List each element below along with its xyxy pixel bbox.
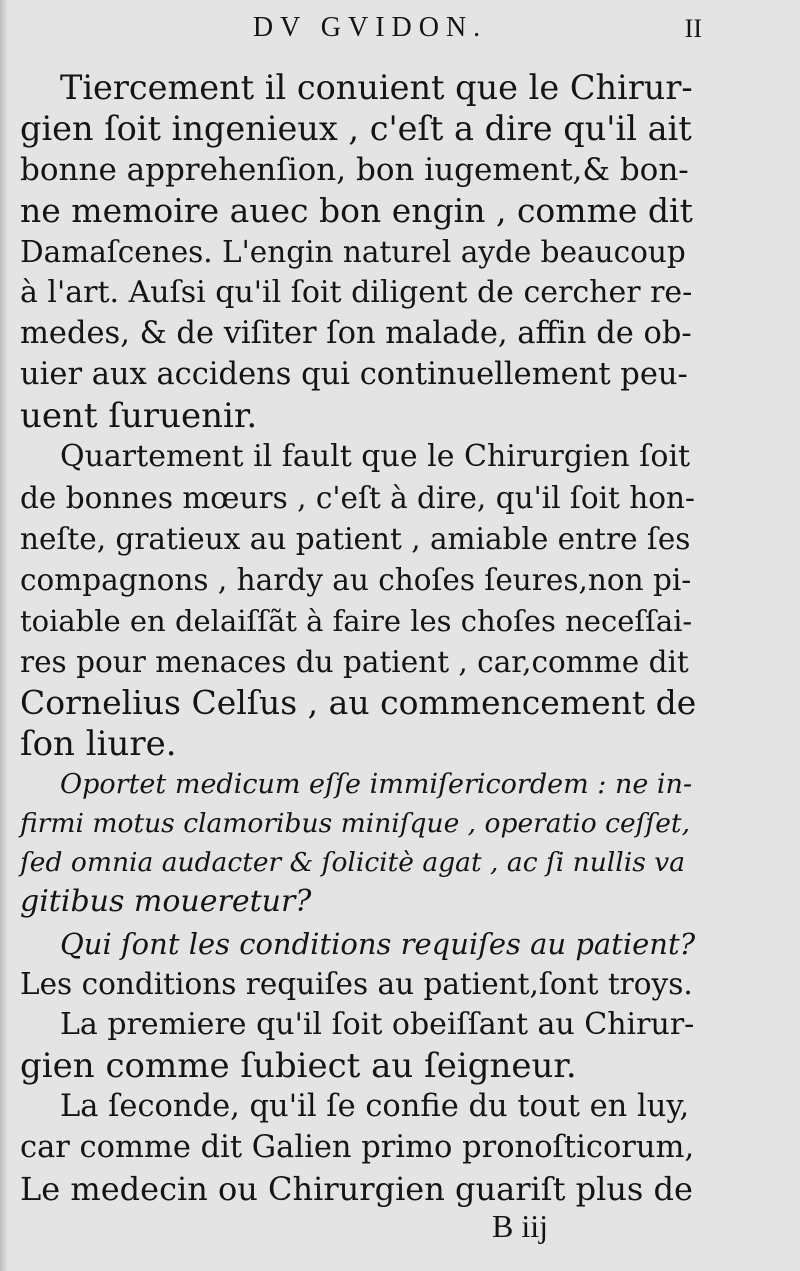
text-line: compagnons , hardy au choſes ſeures,non pi- [20,563,692,597]
text-line: neſte, gratieux au patient , amiable entre ſes [20,522,691,556]
text-line: Cornelius Celſus , au commencement de [20,683,697,722]
text-line: Les conditions requiſes au patient,ſont troys. [20,967,693,1001]
text-line: car comme dit Galien primo pronoſticorum, [20,1130,695,1165]
quotation-line: ſed omnia audacter & ſolicitè agat , ac ſi nullis va [20,847,686,878]
text-line: bonne apprehenſion, bon iugement,& bon- [20,152,689,188]
quotation-line: firmi motus clamoribus miniſque , operatio ceſſet, [20,808,690,839]
text-line: La premiere qu'il ſoit obeiſſant au Chirur- [60,1007,695,1042]
quotation-line: gitibus moueretur? [20,884,312,919]
text-line: toiable en delaiſſãt à faire les choſes neceſſai- [20,604,693,638]
text-line: Damaſcenes. L'engin naturel ayde beaucoup [20,235,686,269]
quotation-line: Oportet medicum eſſe immiſericordem : ne in- [60,769,693,800]
page-number: II [684,14,702,43]
text-line: gien comme ſubiect au ſeigneur. [20,1046,577,1086]
text-line: Quartement il fault que le Chirurgien ſoit [60,439,691,474]
question-heading: Qui ſont les conditions requiſes au patient? [60,927,696,961]
text-line: La ſeconde, qu'il ſe confie du tout en luy, [60,1089,690,1124]
running-head-title: DV GVIDON. [252,12,488,43]
text-line: medes, & de viſiter ſon malade, affin de ob- [20,316,692,351]
text-line: à l'art. Auſsi qu'il ſoit diligent de cercher re- [20,275,693,310]
text-line: ſon liure. [20,724,177,764]
text-line: Le medecin ou Chirurgien guariſt plus de [20,1170,693,1208]
text-line: uent ſuruenir. [20,396,258,436]
text-line: res pour menaces du patient , car,comme dit [20,645,689,679]
text-line: de bonnes mœurs , c'eſt à dire, qu'il ſoit hon- [20,481,695,515]
signature-mark: B iij [492,1208,549,1244]
running-head [0,12,800,52]
text-line: uier aux accidens qui continuellement peu- [20,357,688,392]
page-gutter-shadow [0,0,8,1271]
text-line: Tiercement il conuient que le Chirur- [60,68,693,107]
text-line: ne memoire auec bon engin , comme dit [20,191,693,230]
text-line: gien ſoit ingenieux , c'eſt a dire qu'il ait [20,109,692,148]
